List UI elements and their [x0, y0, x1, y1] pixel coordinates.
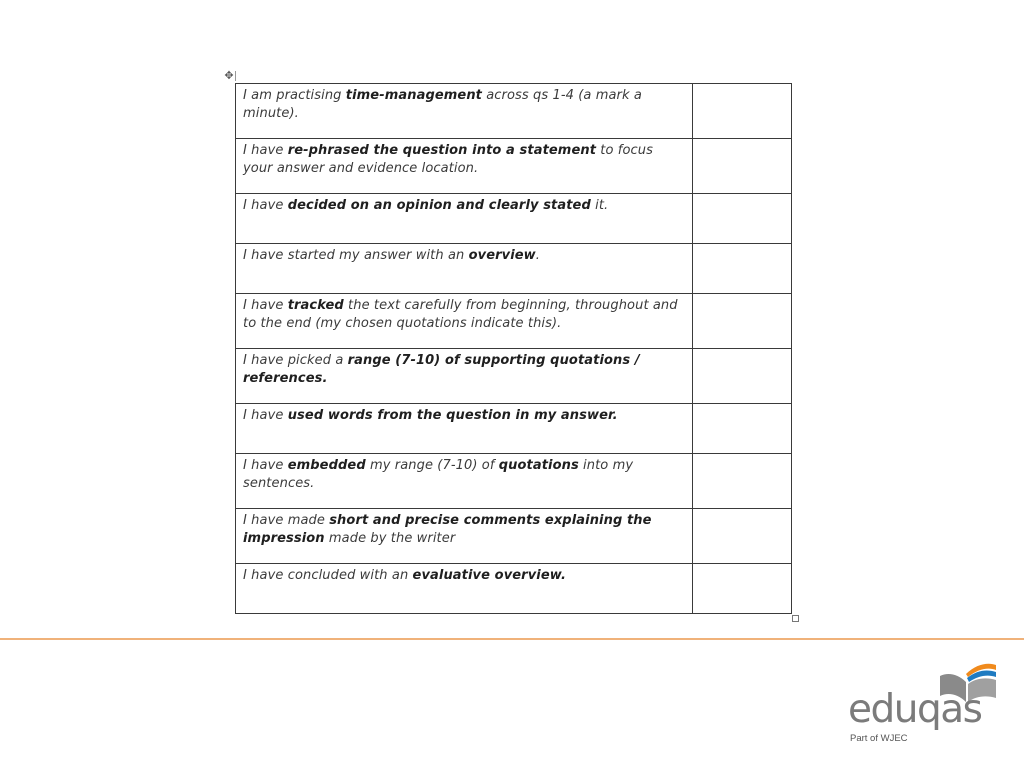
criterion-text: my range (7-10) of [365, 458, 499, 473]
criterion-text-bold: embedded [287, 458, 366, 473]
checklist-row [236, 564, 792, 614]
tick-box-cell[interactable] [692, 509, 791, 564]
criterion-text-bold: evaluative overview. [412, 568, 567, 583]
checklist-row [236, 349, 792, 404]
tick-box-cell[interactable] [692, 349, 791, 404]
criterion-text: I have made [243, 513, 330, 528]
criterion-text: I have [243, 298, 288, 313]
criterion-text-bold: tracked [287, 298, 344, 313]
tick-box-cell[interactable] [692, 564, 791, 614]
criterion-text: I have [243, 408, 288, 423]
logo-subtext: Part of WJEC [850, 733, 908, 744]
criterion-text-bold: re-phrased the question into a statement [287, 143, 597, 158]
criterion-cell[interactable] [236, 244, 693, 294]
tick-box-cell[interactable] [692, 244, 791, 294]
checklist-row [236, 84, 792, 139]
checklist-row [236, 194, 792, 244]
criterion-text: to focus your answer and evidence location. [243, 143, 653, 176]
table-move-handle-icon[interactable]: ✥ [224, 69, 234, 82]
criterion-cell[interactable] [236, 404, 693, 454]
footer-divider [0, 638, 1024, 640]
criterion-text: . [535, 248, 541, 263]
criterion-text-bold: used words from the question in my answer. [287, 408, 618, 423]
criterion-text: across qs 1-4 (a mark a minute). [243, 88, 642, 121]
criterion-text: I have started my answer with an [243, 248, 469, 263]
checklist-row [236, 244, 792, 294]
criterion-cell[interactable] [236, 564, 693, 614]
checklist-row [236, 139, 792, 194]
criterion-text: I have [243, 143, 288, 158]
criterion-text: I have [243, 198, 288, 213]
eduqas-logo [846, 662, 1006, 746]
checklist-row [236, 294, 792, 349]
criterion-cell[interactable] [236, 349, 693, 404]
criterion-text: made by the writer [324, 530, 456, 546]
criterion-cell[interactable] [236, 194, 693, 244]
criterion-cell[interactable] [236, 509, 693, 564]
checklist-row [236, 454, 792, 509]
criterion-text: it. [590, 198, 609, 213]
criterion-text-bold: range (7-10) of supporting quotations / references. [243, 353, 640, 386]
tick-box-cell[interactable] [692, 404, 791, 454]
tick-box-cell[interactable] [692, 84, 791, 139]
criterion-text-bold: overview [468, 248, 536, 263]
tick-box-cell[interactable] [692, 139, 791, 194]
criterion-text: the text carefully from beginning, throughout and to the end (my chosen quotations indicate this). [243, 298, 678, 331]
checklist-row [236, 404, 792, 454]
criterion-text-bold: short and precise comments explaining the impression [243, 513, 652, 546]
criterion-cell[interactable] [236, 294, 693, 349]
criterion-text-bold: decided on an opinion and clearly stated [287, 198, 591, 213]
criterion-text: into my sentences. [243, 458, 634, 491]
tick-box-cell[interactable] [692, 194, 791, 244]
criterion-text: I have [243, 458, 288, 473]
checklist-table [235, 83, 792, 614]
criterion-text: I have concluded with an [243, 568, 413, 583]
criterion-cell[interactable] [236, 454, 693, 509]
logo-wordmark: eduqas [848, 687, 982, 732]
criterion-cell[interactable] [236, 84, 693, 139]
table-resize-handle[interactable] [792, 615, 799, 622]
checklist-row [236, 509, 792, 564]
criterion-text: I am practising [243, 88, 346, 103]
tick-box-cell[interactable] [692, 294, 791, 349]
criterion-text-bold: quotations [498, 458, 579, 473]
criterion-cell[interactable] [236, 139, 693, 194]
criterion-text: I have picked a [243, 353, 348, 368]
tick-box-cell[interactable] [692, 454, 791, 509]
criterion-text-bold: time-management [345, 88, 482, 103]
